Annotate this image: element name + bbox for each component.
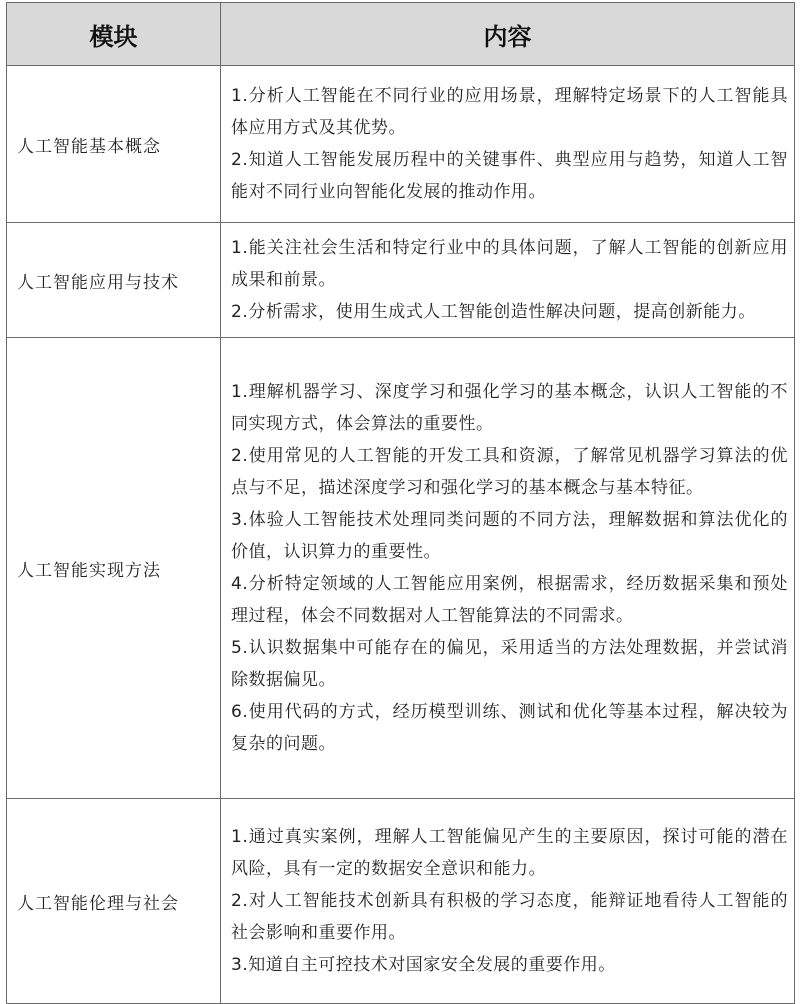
table-row [7,799,795,1004]
content-item: 1.理解机器学习、深度学习和强化学习的基本概念，认识人工智能的不同实现方式，体会算法的重要性。 [231,382,788,434]
header-row [7,3,795,66]
module-column-header: 模块 [7,3,221,66]
table-row [7,223,795,338]
module-cell: 人工智能伦理与社会 [7,799,221,1004]
module-cell: 人工智能实现方法 [7,338,221,799]
curriculum-table [6,2,795,1004]
module-cell: 人工智能基本概念 [7,66,221,223]
table-row [7,66,795,223]
content-item: 2.知道人工智能发展历程中的关键事件、典型应用与趋势，知道人工智能对不同行业向智能化发展的推动作用。 [231,150,788,202]
content-item: 1.分析人工智能在不同行业的应用场景，理解特定场景下的人工智能具体应用方式及其优势。 [231,86,788,138]
content-item: 3.知道自主可控技术对国家安全发展的重要作用。 [231,955,616,975]
content-cell [221,66,795,223]
content-item: 2.使用常见的人工智能的开发工具和资源，了解常见机器学习算法的优点与不足，描述深度学习和强化学习的基本概念与基本特征。 [231,446,788,498]
content-cell [221,799,795,1004]
content-item: 3.体验人工智能技术处理同类问题的不同方法，理解数据和算法优化的价值，认识算力的重要性。 [231,510,788,562]
module-cell: 人工智能应用与技术 [7,223,221,338]
content-item: 1.能关注社会生活和特定行业中的具体问题，了解人工智能的创新应用成果和前景。 [231,238,788,290]
content-item: 6.使用代码的方式，经历模型训练、测试和优化等基本过程，解决较为复杂的问题。 [231,702,788,754]
content-item: 5.认识数据集中可能存在的偏见，采用适当的方法处理数据，并尝试消除数据偏见。 [231,638,788,690]
content-cell [221,223,795,338]
content-item: 4.分析特定领域的人工智能应用案例，根据需求，经历数据采集和预处理过程，体会不同数据对人工智能算法的不同需求。 [231,574,788,626]
content-item: 1.通过真实案例，理解人工智能偏见产生的主要原因，探讨可能的潜在风险，具有一定的数据安全意识和能力。 [231,827,788,879]
content-item: 2.分析需求，使用生成式人工智能创造性解决问题，提高创新能力。 [231,302,756,322]
table-row [7,338,795,799]
content-column-header: 内容 [221,3,795,66]
content-cell [221,338,795,799]
content-item: 2.对人工智能技术创新具有积极的学习态度，能辩证地看待人工智能的社会影响和重要作用。 [231,891,788,943]
